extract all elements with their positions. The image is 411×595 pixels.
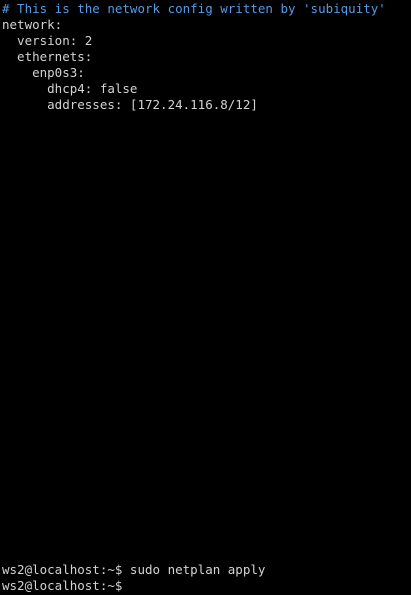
config-comment-line: # This is the network config written by 'subiquity' xyxy=(2,1,386,16)
config-line-ethernets: ethernets: xyxy=(2,49,93,64)
config-line-network: network: xyxy=(2,17,63,32)
command-line: ws2@localhost:~$ sudo netplan apply xyxy=(2,562,266,577)
config-line-addresses: addresses: [172.24.116.8/12] xyxy=(2,97,258,112)
config-line-version: version: 2 xyxy=(2,33,93,48)
config-line-interface: enp0s3: xyxy=(2,65,85,80)
shell-prompt[interactable]: ws2@localhost:~$ xyxy=(2,578,130,593)
config-line-dhcp4: dhcp4: false xyxy=(2,81,138,96)
